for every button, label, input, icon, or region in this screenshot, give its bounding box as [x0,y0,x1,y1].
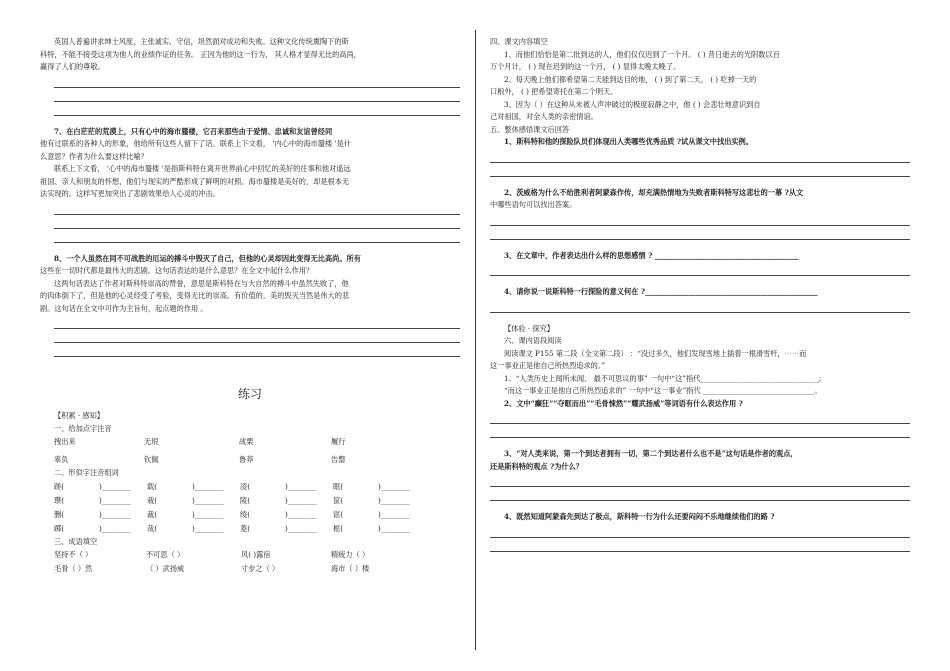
paragraph: 英国人普遍讲求绅士风度，主张诚实、守信，坦然面对成功和失败。这种文化传统熏陶下的斯 [54,37,349,46]
subsection-heading: 【体验 · 探究】 [504,323,554,333]
pinyin-word: 履行 [331,437,346,446]
answer-text: 联系上下文看， ‘心中的海市蜃楼 ’是指斯科特在离开世界前心中回忆的美好的往事和他对遥远 [54,164,351,173]
answer-text: 的肉体倒下了，但是他的心灵经受了考验，变得无比的崇高。有价值的，美的毁灭当然是伟大的悲 [40,291,350,300]
answer-line [54,328,460,329]
question-text: “而这一事业正是他自己所热烈追求的” 一句中“这一事业”指代 _______________________________。 [504,386,822,395]
answer-line [54,214,460,215]
question-text: 1、“人类历史上闻所未闻、 最不可思议的事” 一句中“这”指代_________________________________; [504,373,822,383]
answer-lines [54,328,460,357]
subsection-heading: 六、课内语段阅读 [504,336,562,345]
pinyin-word: 战栗 [239,437,254,446]
fill-blank-text: 2、每天晚上他们都希望第二天能到达目的地， ( ) 到了第二天， ( ) 吃掉一天的 [504,74,757,84]
section-title: 练习 [237,387,262,401]
question-text: 2、文中“癫狂”“夺眶而出”“毛骨悚然”“耀武扬威”等词语有什么表达作用 ? [504,398,743,408]
subsection-heading: 三、成语填空 [54,536,98,546]
paragraph: 这一事业正是他自己所热烈追求的。” [490,361,606,370]
pinyin-word: 告罄 [331,455,346,464]
form-row: 删( )________ 裁( )________ 绫( )________ 诓( )________ [54,509,410,519]
fill-blank-text: 1、而他们恰恰是第二批到达的人，他们仅仅迟到了一个月。 ( ) 昔日逝去的光阴数以百 [504,49,780,59]
left-column [40,36,460,576]
answer-lines [490,423,910,438]
question-7: 7、在白茫茫的荒漠上，只有心中的海市蜃楼，它召来那些由于爱情、忠诚和友谊曾经同 [54,126,333,136]
form-row: 蹉( )________ 载( )________ 凌( )________ 眶( )________ [54,481,410,491]
answer-lines [490,537,910,552]
fill-blank-text: 口粮外， ( ) 把希望寄托在第二个明天。 [490,87,618,96]
subsection-heading: 一、给加点字注音 [54,423,112,433]
question-text: 3、“对人类来说，第一个到达者拥有一切，第二个到达者什么也不是”这句话是作者的观点， [504,449,798,458]
answer-lines [490,225,910,240]
answer-line [54,228,460,229]
answer-line [54,242,460,243]
question-text: 4、既然知道阿蒙森先到达了极点，斯科特一行为什么还要闷闷不乐地继续他们的路 ? [504,512,775,521]
answer-text: 法实现的。这样写更加突出了悲剧效果给人心灵的冲击。 [40,189,220,198]
subsection-heading: 【积累 · 感知】 [54,411,104,420]
answer-text: 祖国、亲人和朋友的怀想，他们与现实的严酷形成了鲜明的对照。海市蜃楼是美好的，却是根本无 [40,176,350,186]
fill-blank-text: 万个月计， ( ) 现在迟到的这一个月， ( ) 显得太晚太晚了。 [490,62,681,71]
fill-blank-text: 己对祖国，对全人类的亲密情谊。 [490,112,598,121]
answer-lines [490,312,910,313]
subsection-heading: 四、课文内容填空 [490,37,548,46]
answer-line [54,356,460,357]
paragraph: 中哪些语句可以找出答案。 [490,200,577,209]
answer-lines [490,486,910,501]
answer-text: 剧。这句话在全文中可作为主旨句，起点题的作用 。 [40,303,208,313]
subsection-heading: 二、形似字注音组词 [54,468,119,477]
pinyin-row [54,435,460,449]
paragraph: 么意思？作者为什么要这样比喻？ [40,151,148,161]
answer-line [54,115,460,116]
question-2: 2、茨威格为什么不给胜利者阿蒙森作传，却充满热情地为失败者斯科特写这悲壮的一幕 ?从文 [504,187,804,197]
idiom-row: 毛骨（ ）然 （ ）武扬威 寸步之（ ） 海市（ ）楼 [54,564,370,573]
form-row: 踯( )________ 哉( )________ 菱( )________ 框( )________ [54,523,410,533]
paragraph: 他有过联系的各种人的形象，他给所有这些人留下了话。联系上下文看， ‘内心中的海市蜃楼 ’是什 [40,139,352,148]
answer-line [54,101,460,102]
column-divider [475,30,476,650]
pinyin-row [54,453,460,467]
form-row: 瓒( )________ 栽( )________ 陵( )________ 筐( )________ [54,495,410,505]
answer-lines [54,87,460,116]
answer-text: 这两句话表达了作者对斯科特崇高的赞誉，意思是斯科特在与大自然的搏斗中虽然失败了，他 [54,278,349,288]
pinyin-word: 拽出来 [54,437,76,446]
answer-line [54,342,460,343]
idiom-row: 坚持不（ ） 不可思（ ） 风( )露宿 精疲力（ ） [54,550,370,559]
subsection-heading: 五、整体感悟课文后回答 [490,124,570,134]
answer-lines [54,214,460,243]
right-column [490,36,910,562]
pinyin-word: 无垠 [144,437,159,446]
answer-lines [490,162,910,177]
question-text: 还是斯科特的观点 ?为什么？ [490,461,583,471]
paragraph: 科特，不能不接受这项为他人的业绩作证的任务。 正因为他的这一行为， 其人格才显得无比的高尚， [40,49,361,59]
answer-lines [490,275,910,276]
question-3: 3、在文章中，作者表达出什么样的思想感情 ? ________________________________________ [504,250,799,260]
pinyin-word: 辜负 [54,455,69,464]
question-8: 8、一个人虽然在同不可战胜的厄运的搏斗中毁灭了自己，但他的心灵却因此变得无比高尚。所有 [54,253,361,263]
paragraph: 这些在一切时代都是最伟大的悲剧。这句话表达的是什么意思？在全文中起什么作用？ [40,266,314,275]
answer-line [54,87,460,88]
pinyin-word: 钦佩 [144,455,159,464]
question-1: 1、斯科特和他的探险队员们体现出人类哪些优秀品质 ?试从课文中找出实例。 [504,137,753,146]
question-4: 4、请你说一说斯科特一行探险的意义何在 ?________________________________________________ [504,287,818,296]
pinyin-word: 鲁莽 [239,455,254,464]
paragraph: 阅读课文 P155 第二段（全文第二段） ：“没过多久，他们发现雪地上插着一根滑雪杆，⋯⋯而 [504,348,807,358]
paragraph: 赢得了人们的尊敬。 [40,62,105,71]
fill-blank-text: 3、因为（ ）在这种从未被人声冲破过的极度寂静之中，他 ( ) 会悲壮地意识到自 [504,99,761,109]
